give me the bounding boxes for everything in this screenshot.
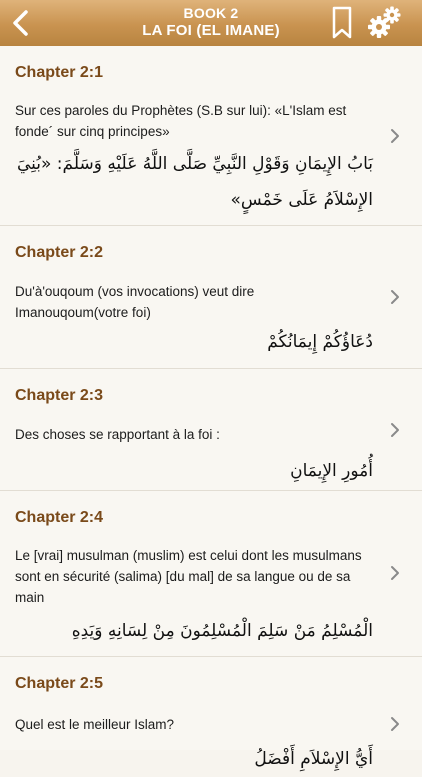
back-button[interactable] [6,4,38,42]
chevron-left-icon [6,4,38,42]
chevron-right-icon [389,288,401,306]
chapter-arabic-text: بَابُ الإِيمَانِ وَقَوْلِ النَّبِيِّ صَلَّى اللَّهُ عَلَيْهِ وَسَلَّمَ: «بُنِيَ الإِسْلاَمُ عَلَى خَمْسٍ» [16,154,373,210]
bookmark-icon [330,6,354,40]
chapter-french-text: Le [vrai] musulman (muslim) est celui dont les musulmans sont en sécurité (salima) [du mal] de sa langue ou de sa main [15,548,362,605]
chapter-french-text: Des choses se rapportant à la foi : [15,427,220,442]
chevron-right-icon [389,421,401,439]
chapter-row[interactable] [0,657,422,769]
chevron-right-icon [389,564,401,582]
chapter-row[interactable] [0,491,422,657]
chapter-row[interactable] [0,369,422,491]
chapter-row[interactable] [0,226,422,369]
chevron-right-icon [389,715,401,733]
chapter-french-text: Quel est le meilleur Islam? [15,717,175,732]
chapter-title: Chapter 2:4 [15,509,104,526]
chapter-arabic-text: الْمُسْلِمُ مَنْ سَلِمَ الْمُسْلِمُونَ مِنْ لِسَانِهِ وَيَدِهِ [71,621,373,641]
nav-bar [0,0,422,47]
chapter-title: Chapter 2:5 [15,675,104,692]
book-subtitle: LA FOI (EL IMANE) [142,22,280,39]
chapter-title: Chapter 2:3 [15,387,104,404]
chapter-arabic-text: أُمُورِ الإِيمَانِ [290,461,373,481]
chapter-arabic-text: دُعَاؤُكُمْ إِيمَانُكُمْ [267,332,373,352]
settings-button[interactable] [366,5,402,41]
chapter-french-text: Sur ces paroles du Prophètes (S.B sur lui): «L'Islam est fonde´ sur cinq principes» [15,103,347,139]
chevron-right-icon [389,127,401,145]
chapter-title: Chapter 2:2 [15,244,104,261]
gears-icon [366,5,402,41]
book-number: BOOK 2 [183,5,239,21]
bookmark-button[interactable] [330,6,354,40]
chapter-arabic-text: أَيُّ الإِسْلاَمِ أَفْضَلُ [254,749,373,769]
page-title [80,4,342,40]
chapter-row[interactable] [0,46,422,226]
chapter-french-text: Du'à'ouqoum (vos invocations) veut dire Imanouqoum(votre foi) [15,284,255,320]
chapter-list [0,46,422,769]
chapter-title: Chapter 2:1 [15,64,104,81]
